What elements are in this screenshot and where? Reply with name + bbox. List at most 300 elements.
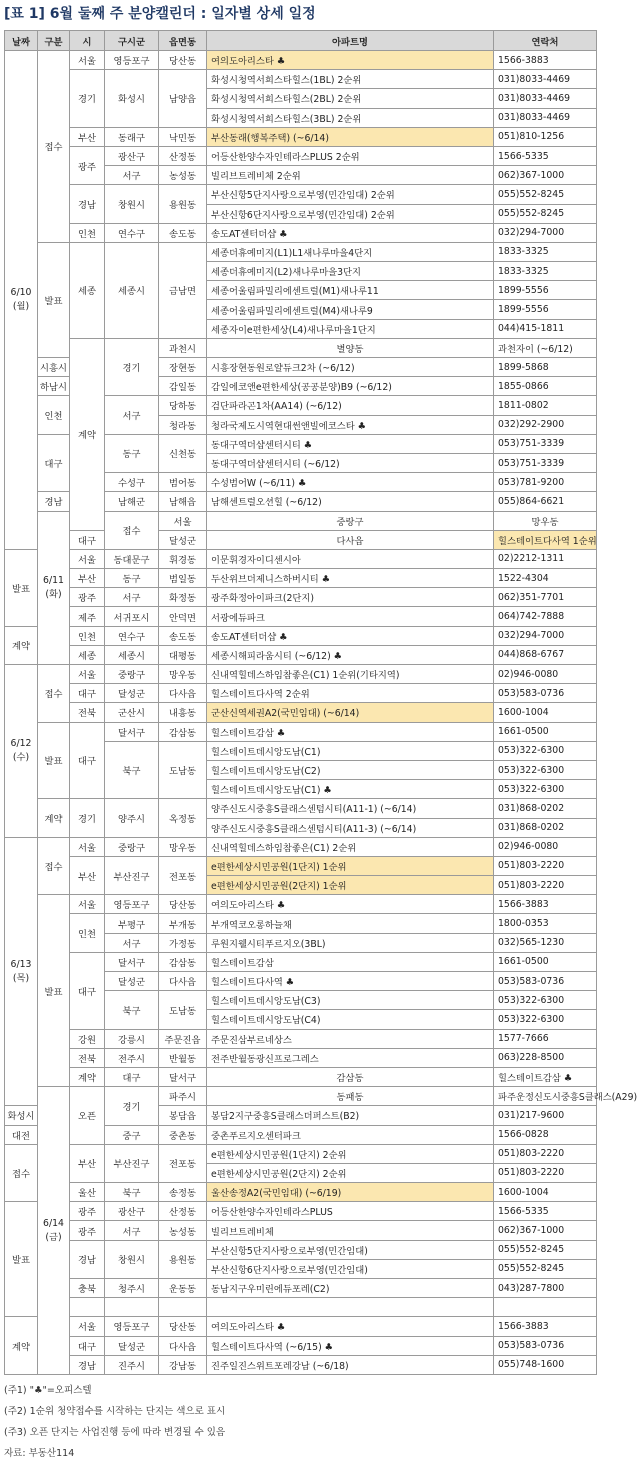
city-cell: 인천: [70, 223, 105, 242]
table-row: [5, 799, 597, 818]
apartment-cell: 전주반월동광신프로그레스: [207, 1048, 494, 1067]
apartment-cell: 양주신도시중흥S클래스센텀시티(A11-1) (~6/14): [207, 799, 494, 818]
contact-cell: 055)552-8245: [494, 1259, 597, 1278]
town-cell: 농성동: [159, 1221, 207, 1240]
city-cell: 경남: [70, 1240, 105, 1278]
apartment-cell: 세종시해피라움시티 (~6/12) ♣: [207, 645, 494, 664]
apartment-cell: e편한세상시민공원(1단지) 2순위: [207, 1144, 494, 1163]
town-cell: 전포동: [159, 856, 207, 894]
table-row: [5, 1279, 597, 1298]
contact-cell: 055)552-8245: [494, 204, 597, 223]
contact-cell: 051)803-2220: [494, 876, 597, 895]
town-cell: 망우동: [159, 837, 207, 856]
contact-cell: 1600-1004: [494, 703, 597, 722]
district-cell: 북구: [105, 1183, 159, 1202]
footnote: (주2) 1순위 청약접수를 시작하는 단지는 색으로 표시: [4, 1405, 226, 1417]
apartment-cell: 송도AT센터더샵 ♣: [207, 223, 494, 242]
table-row: [5, 1048, 597, 1067]
town-cell: 당산동: [159, 1317, 207, 1336]
category-cell: 계약: [70, 338, 105, 530]
town-cell: 망우동: [159, 665, 207, 684]
table-row: [5, 645, 597, 664]
apartment-cell: [207, 1298, 494, 1317]
city-cell: 울산: [70, 1183, 105, 1202]
schedule-body: [5, 51, 637, 1375]
town-cell: 망우동: [494, 511, 597, 530]
apartment-cell: 검단파라곤1차(AA14) (~6/12): [207, 396, 494, 415]
table-row: [5, 146, 597, 165]
contact-cell: 053)583-0736: [494, 684, 597, 703]
town-cell: 금남면: [159, 242, 207, 338]
city-cell: 경기: [70, 70, 105, 128]
city-cell: [70, 1298, 105, 1317]
district-cell: 연수구: [105, 223, 159, 242]
district-cell: 파주시: [159, 1087, 207, 1106]
apartment-cell: 과천자이 (~6/12): [494, 338, 597, 357]
apartment-cell: 동대구역더샵센터시티 ♣: [207, 434, 494, 453]
town-cell: 내흥동: [159, 703, 207, 722]
town-cell: 신천동: [159, 434, 207, 472]
contact-cell: 1661-0500: [494, 952, 597, 971]
contact-cell: 02)946-0080: [494, 665, 597, 684]
town-cell: 안덕면: [159, 607, 207, 626]
district-cell: 광산구: [105, 1202, 159, 1221]
contact-cell: 1566-3883: [494, 1317, 597, 1336]
table-row: [5, 1144, 597, 1163]
town-cell: 도남동: [159, 741, 207, 799]
table-row: [5, 1183, 597, 1202]
contact-cell: 051)803-2220: [494, 1144, 597, 1163]
contact-cell: 031)8033-4469: [494, 70, 597, 89]
contact-cell: 1833-3325: [494, 242, 597, 261]
contact-cell: 053)751-3339: [494, 453, 597, 472]
town-cell: 송정동: [159, 1183, 207, 1202]
contact-cell: 1833-3325: [494, 262, 597, 281]
table-row: [5, 626, 597, 645]
contact-cell: 1899-5556: [494, 300, 597, 319]
apartment-cell: 힐스테이트다사역 1순위: [494, 530, 597, 549]
contact-cell: 055)552-8245: [494, 1240, 597, 1259]
town-cell: 감삼동: [207, 1067, 494, 1086]
district-cell: 부평구: [105, 914, 159, 933]
district-cell: 영등포구: [105, 51, 159, 70]
district-cell: 달서구: [105, 952, 159, 971]
town-cell: 다사읍: [207, 530, 494, 549]
city-cell: 강원: [70, 1029, 105, 1048]
town-cell: 감일동: [159, 377, 207, 396]
contact-cell: 043)287-7800: [494, 1279, 597, 1298]
contact-cell: 055)552-8245: [494, 185, 597, 204]
header-town: 읍면동: [159, 31, 207, 51]
town-cell: 송도동: [159, 626, 207, 645]
apartment-cell: 화성시청역서희스타힐스(3BL) 2순위: [207, 108, 494, 127]
apartment-cell: 양주신도시중흥S클래스센텀시티(A11-3) (~6/14): [207, 818, 494, 837]
town-cell: 청라동: [159, 415, 207, 434]
apartment-cell: 부개역코오롱하늘채: [207, 914, 494, 933]
contact-cell: 055)864-6621: [494, 492, 597, 511]
contact-cell: 051)810-1256: [494, 127, 597, 146]
city-cell: 부산: [70, 1144, 105, 1182]
town-cell: 봉담읍: [159, 1106, 207, 1125]
city-cell: 충북: [70, 1279, 105, 1298]
contact-cell: 1566-3883: [494, 51, 597, 70]
district-cell: 서구: [105, 1221, 159, 1240]
category-cell: 접수: [5, 1144, 38, 1202]
apartment-cell: 세종더휴예미지(L1)L1새나루마을4단지: [207, 242, 494, 261]
city-cell: 부산: [70, 856, 105, 894]
contact-cell: 02)946-0080: [494, 837, 597, 856]
header-kind: 구분: [38, 31, 70, 51]
district-cell: 시흥시: [38, 358, 70, 377]
apartment-cell: 부산신항6단지사랑으로부영(민간임대) 2순위: [207, 204, 494, 223]
city-cell: 부산: [70, 127, 105, 146]
district-cell: 하남시: [38, 377, 70, 396]
header-district: 구시군: [105, 31, 159, 51]
district-cell: 북구: [105, 741, 159, 799]
apartment-cell: 세종어울림파밀리에센트럴(M4)새나루9: [207, 300, 494, 319]
city-cell: 광주: [70, 588, 105, 607]
apartment-cell: 어등산한양수자인테라스PLUS: [207, 1202, 494, 1221]
town-cell: 당하동: [159, 396, 207, 415]
town-cell: [159, 1298, 207, 1317]
table-row: [5, 1336, 597, 1355]
district-cell: 세종시: [105, 242, 159, 338]
apartment-cell: 힐스테이트데시앙도남(C4): [207, 1010, 494, 1029]
city-cell: 대구: [105, 1067, 159, 1086]
apartment-cell: 울산송정A2(국민임대) (~6/19): [207, 1183, 494, 1202]
apartment-cell: e편한세상시민공원(2단지) 1순위: [207, 876, 494, 895]
apartment-cell: 수성범어W (~6/11) ♣: [207, 473, 494, 492]
district-cell: 중구: [105, 1125, 159, 1144]
district-cell: 서구: [105, 166, 159, 185]
footnote: (주3) 오픈 단지는 사업진행 등에 따라 변경될 수 있음: [4, 1426, 226, 1438]
header-row: [5, 31, 597, 51]
apartment-cell: 서광에듀파크: [207, 607, 494, 626]
district-cell: 청주시: [105, 1279, 159, 1298]
contact-cell: 1566-5335: [494, 1202, 597, 1221]
apartment-cell: 힐스테이트감삼 ♣: [207, 722, 494, 741]
apartment-cell: 시흥장현동원로얄듀크2차 (~6/12): [207, 358, 494, 377]
city-cell: 제주: [70, 607, 105, 626]
district-cell: 화성시: [105, 70, 159, 128]
contact-cell: 1800-0353: [494, 914, 597, 933]
contact-cell: 1899-5868: [494, 358, 597, 377]
town-cell: 당산동: [159, 51, 207, 70]
apartment-cell: 빌리브트레비체 2순위: [207, 166, 494, 185]
town-cell: 다사읍: [159, 1336, 207, 1355]
city-cell: 대구: [70, 952, 105, 1029]
contact-cell: 063)228-8500: [494, 1048, 597, 1067]
contact-cell: 032)292-2900: [494, 415, 597, 434]
district-cell: 진주시: [105, 1355, 159, 1374]
district-cell: 수성구: [105, 473, 159, 492]
town-cell: 용원동: [159, 185, 207, 223]
district-cell: 연수구: [105, 626, 159, 645]
contact-cell: 053)322-6300: [494, 991, 597, 1010]
town-cell: 강남동: [159, 1355, 207, 1374]
city-cell: 부산: [70, 569, 105, 588]
contact-cell: 1566-3883: [494, 895, 597, 914]
apartment-cell: 여의도아리스타 ♣: [207, 1317, 494, 1336]
apartment-cell: 군산신역세권A2(국민임대) (~6/14): [207, 703, 494, 722]
contact-cell: 1566-0828: [494, 1125, 597, 1144]
table-row: [5, 895, 597, 914]
district-cell: 서귀포시: [105, 607, 159, 626]
city-cell: 광주: [70, 1221, 105, 1240]
apartment-cell: 송도AT센터더샵 ♣: [207, 626, 494, 645]
date-cell: 6/12 (수): [5, 665, 38, 838]
contact-cell: [494, 1298, 597, 1317]
contact-cell: 032)565-1230: [494, 933, 597, 952]
apartment-cell: 힐스테이트데시앙도남(C1) ♣: [207, 780, 494, 799]
contact-cell: 1522-4304: [494, 569, 597, 588]
apartment-cell: 힐스테이트데시앙도남(C2): [207, 760, 494, 779]
town-cell: 범일동: [159, 569, 207, 588]
district-cell: 세종시: [105, 645, 159, 664]
date-cell: 6/14 (금): [38, 1087, 70, 1375]
apartment-cell: 부산신항5단지사랑으로부영(민간임대): [207, 1240, 494, 1259]
apartment-cell: 화성시청역서희스타힐스(1BL) 2순위: [207, 70, 494, 89]
city-cell: 대구: [38, 434, 70, 492]
date-cell: 6/10 (월): [5, 51, 38, 550]
apartment-cell: 동남지구우미린에듀포레(C2): [207, 1279, 494, 1298]
city-cell: 세종: [70, 242, 105, 338]
apartment-cell: 힐스테이트감삼 ♣: [494, 1067, 597, 1086]
district-cell: 서구: [105, 933, 159, 952]
table-row: [5, 914, 597, 933]
district-cell: 광산구: [105, 146, 159, 165]
contact-cell: 1566-5335: [494, 146, 597, 165]
schedule-table: [4, 30, 637, 1375]
header-apartment: 아파트명: [207, 31, 494, 51]
category-cell: 접수: [38, 51, 70, 243]
category-cell: 접수: [105, 511, 159, 549]
city-cell: 대전: [5, 1125, 38, 1144]
apartment-cell: 힐스테이트다사역 (~6/15) ♣: [207, 1336, 494, 1355]
district-cell: 영등포구: [105, 1317, 159, 1336]
apartment-cell: 힐스테이트데시앙도남(C3): [207, 991, 494, 1010]
table-row: [5, 1317, 597, 1336]
district-cell: 양주시: [105, 799, 159, 837]
apartment-cell: 파주운정신도시중흥S클래스(A29): [494, 1087, 597, 1106]
apartment-cell: 동대구역더샵센터시티 (~6/12): [207, 453, 494, 472]
city-cell: 서울: [70, 1317, 105, 1336]
contact-cell: 031)8033-4469: [494, 89, 597, 108]
town-cell: 중촌동: [159, 1125, 207, 1144]
town-cell: 휘경동: [159, 549, 207, 568]
town-cell: 산정동: [159, 1202, 207, 1221]
city-cell: 세종: [70, 645, 105, 664]
contact-cell: 062)367-1000: [494, 166, 597, 185]
apartment-cell: 신내역힐데스하임참좋은(C1) 1순위(기타지역): [207, 665, 494, 684]
apartment-cell: 감일에코앤e편한세상(공공분양)B9 (~6/12): [207, 377, 494, 396]
district-cell: 부산진구: [105, 1144, 159, 1182]
contact-cell: 1811-0802: [494, 396, 597, 415]
town-cell: 옥정동: [159, 799, 207, 837]
district-cell: 화성시: [5, 1106, 38, 1125]
city-cell: 인천: [70, 626, 105, 645]
header-contact: 연락처: [494, 31, 597, 51]
town-cell: 장현동: [159, 358, 207, 377]
district-cell: 영등포구: [105, 895, 159, 914]
district-cell: 달성군: [159, 530, 207, 549]
table-row: [5, 569, 597, 588]
table-row: [5, 703, 597, 722]
category-cell: 발표: [5, 549, 38, 626]
town-cell: 대평동: [159, 645, 207, 664]
date-cell: 6/11 (화): [38, 511, 70, 665]
contact-cell: 031)217-9600: [494, 1106, 597, 1125]
apartment-cell: 화성시청역서희스타힐스(2BL) 2순위: [207, 89, 494, 108]
district-cell: 동대문구: [105, 549, 159, 568]
table-row: [5, 952, 597, 971]
table-row: [5, 223, 597, 242]
contact-cell: 062)351-7701: [494, 588, 597, 607]
table-row: [5, 588, 597, 607]
contact-cell: 053)751-3339: [494, 434, 597, 453]
town-cell: 남해읍: [159, 492, 207, 511]
apartment-cell: 부산동래(행복주택) (~6/14): [207, 127, 494, 146]
city-cell: 대구: [70, 530, 105, 549]
district-cell: 강릉시: [105, 1029, 159, 1048]
town-cell: 남양읍: [159, 70, 207, 128]
apartment-cell: 두산위브더제니스하버시티 ♣: [207, 569, 494, 588]
contact-cell: 1577-7666: [494, 1029, 597, 1048]
category-cell: 발표: [38, 242, 70, 357]
table-row: [5, 1355, 597, 1374]
district-cell: 창원시: [105, 185, 159, 223]
district-cell: 창원시: [105, 1240, 159, 1278]
category-cell: 계약: [5, 626, 38, 664]
table-row: [5, 1298, 597, 1317]
city-cell: 인천: [70, 914, 105, 952]
table-row: [5, 338, 597, 357]
district-cell: 군산시: [105, 703, 159, 722]
contact-cell: 1899-5556: [494, 281, 597, 300]
district-cell: 부산진구: [105, 856, 159, 894]
district-cell: [105, 1298, 159, 1317]
contact-cell: 051)803-2220: [494, 856, 597, 875]
district-cell: 달성군: [105, 972, 159, 991]
city-cell: 전북: [70, 1048, 105, 1067]
city-cell: 광주: [70, 1202, 105, 1221]
footnote: (주1) "♣"=오피스텔: [4, 1384, 92, 1396]
town-cell: 별양동: [207, 338, 494, 357]
header-city: 시: [70, 31, 105, 51]
town-cell: 감삼동: [159, 952, 207, 971]
apartment-cell: 부산신항6단지사랑으로부영(민간임대): [207, 1259, 494, 1278]
city-cell: 전북: [70, 703, 105, 722]
town-cell: 동패동: [207, 1087, 494, 1106]
contact-cell: 044)868-6767: [494, 645, 597, 664]
table-row: [5, 242, 597, 261]
city-cell: 서울: [70, 895, 105, 914]
apartment-cell: 청라국제도시역현대썬앤빌에코스타 ♣: [207, 415, 494, 434]
district-cell: 동구: [105, 569, 159, 588]
contact-cell: 053)322-6300: [494, 760, 597, 779]
contact-cell: 1661-0500: [494, 722, 597, 741]
table-row: [5, 127, 597, 146]
city-cell: 경기: [105, 1087, 159, 1125]
apartment-cell: 이문휘경자이디센시아: [207, 549, 494, 568]
town-cell: 용원동: [159, 1240, 207, 1278]
apartment-cell: 힐스테이트다사역 ♣: [207, 972, 494, 991]
table-row: [5, 1067, 597, 1086]
town-cell: 주문진읍: [159, 1029, 207, 1048]
table-row: [5, 665, 597, 684]
city-cell: 경기: [70, 799, 105, 837]
town-cell: 범어동: [159, 473, 207, 492]
apartment-cell: 여의도아리스타 ♣: [207, 51, 494, 70]
category-cell: 접수: [38, 837, 70, 895]
contact-cell: 053)583-0736: [494, 972, 597, 991]
contact-cell: 055)748-1600: [494, 1355, 597, 1374]
contact-cell: 032)294-7000: [494, 223, 597, 242]
table-row: [5, 1087, 597, 1106]
district-cell: 서구: [105, 588, 159, 607]
district-cell: 중랑구: [207, 511, 494, 530]
table-row: [5, 722, 597, 741]
city-cell: 서울: [70, 51, 105, 70]
contact-cell: 053)781-9200: [494, 473, 597, 492]
table-row: [5, 856, 597, 875]
contact-cell: 044)415-1811: [494, 319, 597, 338]
contact-cell: 02)2212-1311: [494, 549, 597, 568]
district-cell: 서구: [105, 396, 159, 434]
district-cell: 중랑구: [105, 837, 159, 856]
district-cell: 전주시: [105, 1048, 159, 1067]
town-cell: 당산동: [159, 895, 207, 914]
header-date: 날짜: [5, 31, 38, 51]
category-cell: 접수: [38, 665, 70, 723]
apartment-cell: 부산신항5단지사랑으로부영(민간임대) 2순위: [207, 185, 494, 204]
category-cell: 오픈: [70, 1087, 105, 1145]
category-cell: 계약: [5, 1317, 38, 1375]
table-row: [5, 185, 597, 204]
table-row: [5, 684, 597, 703]
district-cell: 달성군: [105, 684, 159, 703]
district-cell: 과천시: [159, 338, 207, 357]
category-cell: 발표: [38, 722, 70, 799]
city-cell: 인천: [38, 396, 70, 434]
apartment-cell: 중촌푸르지오센터파크: [207, 1125, 494, 1144]
apartment-cell: 어등산한양수자인테라스PLUS 2순위: [207, 146, 494, 165]
city-cell: 대구: [70, 722, 105, 799]
apartment-cell: 힐스테이트다사역 2순위: [207, 684, 494, 703]
apartment-cell: e편한세상시민공원(2단지) 2순위: [207, 1163, 494, 1182]
city-cell: 경남: [70, 185, 105, 223]
district-cell: 중랑구: [105, 665, 159, 684]
city-cell: 대구: [70, 1336, 105, 1355]
town-cell: 운동동: [159, 1279, 207, 1298]
district-cell: 달서구: [105, 722, 159, 741]
source-note: 자료: 부동산114: [4, 1447, 75, 1459]
contact-cell: 053)583-0736: [494, 1336, 597, 1355]
apartment-cell: 주문진삼부르네상스: [207, 1029, 494, 1048]
contact-cell: 1600-1004: [494, 1183, 597, 1202]
contact-cell: 031)8033-4469: [494, 108, 597, 127]
table-row: [5, 1221, 597, 1240]
city-cell: 서울: [70, 665, 105, 684]
category-cell: 계약: [70, 1067, 105, 1086]
apartment-cell: 남해센트럴오션힐 (~6/12): [207, 492, 494, 511]
town-cell: 다사읍: [159, 972, 207, 991]
city-cell: 서울: [70, 837, 105, 856]
contact-cell: 032)294-7000: [494, 626, 597, 645]
table-row: [5, 837, 597, 856]
town-cell: 농성동: [159, 166, 207, 185]
city-cell: 대구: [70, 684, 105, 703]
